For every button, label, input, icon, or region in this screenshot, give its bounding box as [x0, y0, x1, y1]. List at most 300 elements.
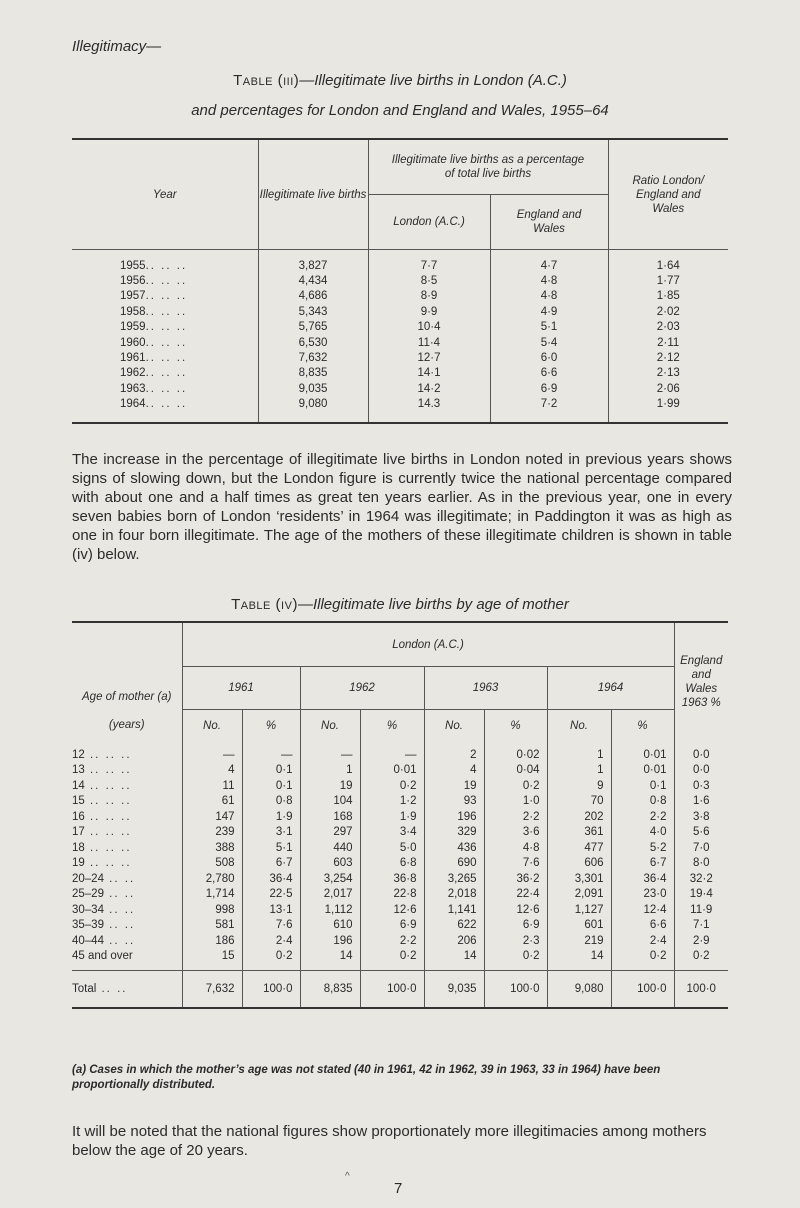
- table-row: [72, 381, 728, 396]
- ratio-cell: 2·11: [608, 335, 728, 350]
- age-value: 20–24: [72, 872, 104, 885]
- table-row: [72, 902, 728, 918]
- age-value: 16: [72, 810, 85, 823]
- year-cell: [72, 289, 258, 304]
- pct-1961: 6·7: [242, 856, 300, 872]
- table-row: [72, 840, 728, 856]
- pct-1964: 6·6: [611, 918, 674, 934]
- year-value: 1960: [120, 336, 146, 349]
- no-1963: 196: [424, 809, 484, 825]
- year-cell: [72, 350, 258, 365]
- ratio-cell: 1·77: [608, 273, 728, 288]
- no-1964: 477: [547, 840, 611, 856]
- pct-1961: 22·5: [242, 887, 300, 903]
- age-cell: [72, 825, 182, 841]
- births-cell: 5,343: [258, 304, 368, 319]
- table-row: [72, 856, 728, 872]
- london-pct-cell: 12·7: [368, 350, 490, 365]
- england-pct-cell: 7·2: [490, 397, 608, 423]
- leader-dots: .. .. ..: [145, 367, 188, 380]
- leader-dots: .. .. ..: [84, 826, 132, 839]
- ratio-cell: 2·12: [608, 350, 728, 365]
- table-row: [72, 949, 728, 971]
- no-1963: 3,265: [424, 871, 484, 887]
- caret-mark: ^: [345, 1171, 350, 1182]
- table-row: [72, 350, 728, 365]
- england-pct-1963: 7·1: [674, 918, 728, 934]
- no-1962: 610: [300, 918, 360, 934]
- header-london: London (A.C.): [368, 195, 490, 250]
- no-1961: 4: [182, 763, 242, 779]
- pct-1962: 100·0: [360, 971, 424, 1009]
- no-1964: 219: [547, 933, 611, 949]
- age-value: 12: [72, 748, 85, 761]
- no-1964: 1: [547, 763, 611, 779]
- pct-1964: 23·0: [611, 887, 674, 903]
- no-1962: 2,017: [300, 887, 360, 903]
- age-value: 17: [72, 826, 85, 839]
- no-1961: 239: [182, 825, 242, 841]
- london-pct-cell: 7·7: [368, 250, 490, 274]
- year-cell: [72, 381, 258, 396]
- no-1962: 3,254: [300, 871, 360, 887]
- england-pct-cell: 5·1: [490, 320, 608, 335]
- ratio-cell: 2·02: [608, 304, 728, 319]
- table-row: [72, 320, 728, 335]
- pct-1964: 6·7: [611, 856, 674, 872]
- england-pct-1963: 0·0: [674, 741, 728, 763]
- pct-1964: 2·4: [611, 933, 674, 949]
- no-1963: 329: [424, 825, 484, 841]
- pct-1962: 12·6: [360, 902, 424, 918]
- pct-1962: 1·9: [360, 809, 424, 825]
- year-cell: [72, 304, 258, 319]
- pct-1962: 22·8: [360, 887, 424, 903]
- pct-1963: 2·3: [484, 933, 547, 949]
- no-1962: 14: [300, 949, 360, 971]
- pct-1961: 5·1: [242, 840, 300, 856]
- table-iii-subtitle: and percentages for London and England and Wales, 1955–64: [191, 102, 609, 119]
- table-row: [72, 971, 728, 1009]
- england-pct-1963: 100·0: [674, 971, 728, 1009]
- table-row: [72, 825, 728, 841]
- no-1961: 15: [182, 949, 242, 971]
- leader-dots: .. .. ..: [145, 290, 188, 303]
- year-value: 1956: [120, 275, 146, 288]
- pct-1963: 0·2: [484, 778, 547, 794]
- pct-1963: 22·4: [484, 887, 547, 903]
- england-pct-1963: 19·4: [674, 887, 728, 903]
- header-age-of-mother: Age of mother (a): [82, 690, 172, 703]
- england-pct-cell: 6·9: [490, 381, 608, 396]
- no-1961: 186: [182, 933, 242, 949]
- pct-1963: 0·2: [484, 949, 547, 971]
- no-1964: 202: [547, 809, 611, 825]
- header-1963: 1963: [424, 667, 547, 710]
- no-1962: 603: [300, 856, 360, 872]
- births-cell: 7,632: [258, 350, 368, 365]
- pct-1963: 12·6: [484, 902, 547, 918]
- header-england-wales: England and Wales: [490, 195, 608, 250]
- table-row: [72, 366, 728, 381]
- age-cell: [72, 840, 182, 856]
- table-row: [72, 304, 728, 319]
- no-1962: 8,835: [300, 971, 360, 1009]
- pct-1963: 1·0: [484, 794, 547, 810]
- no-1964: 606: [547, 856, 611, 872]
- london-pct-cell: 8·9: [368, 289, 490, 304]
- leader-dots: .. ..: [103, 888, 136, 901]
- pct-1961: 3·1: [242, 825, 300, 841]
- england-pct-1963: 1·6: [674, 794, 728, 810]
- table-iii-title: —Illegitimate live births in London (A.C.): [299, 72, 567, 89]
- no-1962: 19: [300, 778, 360, 794]
- age-cell: [72, 949, 182, 971]
- header-pct: %: [611, 710, 674, 742]
- no-1964: 1: [547, 741, 611, 763]
- age-value: 18: [72, 841, 85, 854]
- table-row: [72, 933, 728, 949]
- pct-1961: 36·4: [242, 871, 300, 887]
- year-cell: [72, 335, 258, 350]
- pct-1964: 4·0: [611, 825, 674, 841]
- pct-1961: 0·2: [242, 949, 300, 971]
- pct-1961: 0·1: [242, 778, 300, 794]
- no-1962: 440: [300, 840, 360, 856]
- england-pct-1963: 5·6: [674, 825, 728, 841]
- england-pct-cell: 4·7: [490, 250, 608, 274]
- pct-1964: 5·2: [611, 840, 674, 856]
- age-cell: [72, 741, 182, 763]
- header-1962: 1962: [300, 667, 424, 710]
- no-1963: 690: [424, 856, 484, 872]
- leader-dots: .. .. ..: [84, 857, 132, 870]
- pct-1962: 0·2: [360, 949, 424, 971]
- year-value: 1958: [120, 305, 146, 318]
- pct-1963: 3·6: [484, 825, 547, 841]
- table-row: [72, 778, 728, 794]
- pct-1964: 12·4: [611, 902, 674, 918]
- year-cell: [72, 366, 258, 381]
- age-cell: [72, 887, 182, 903]
- births-cell: 9,035: [258, 381, 368, 396]
- no-1964: 361: [547, 825, 611, 841]
- leader-dots: .. .. ..: [84, 779, 132, 792]
- london-pct-cell: 8·5: [368, 273, 490, 288]
- header-percentage-group: Illegitimate live births as a percentage of total live births: [368, 140, 608, 195]
- births-cell: 6,530: [258, 335, 368, 350]
- no-1961: 147: [182, 809, 242, 825]
- births-cell: 9,080: [258, 397, 368, 423]
- leader-dots: .. ..: [103, 903, 136, 916]
- age-value: 45 and over: [72, 950, 133, 963]
- leader-dots: .. .. ..: [145, 321, 188, 334]
- london-pct-cell: 14.3: [368, 397, 490, 423]
- leader-dots: .. .. ..: [84, 841, 132, 854]
- no-1963: 622: [424, 918, 484, 934]
- no-1963: 2: [424, 741, 484, 763]
- table-iv: [72, 621, 728, 1009]
- pct-1963: 0·02: [484, 741, 547, 763]
- pct-1962: 6·8: [360, 856, 424, 872]
- header-no: No.: [300, 710, 360, 742]
- header-ratio: Ratio London/ England and Wales: [608, 140, 728, 250]
- year-value: 1959: [120, 321, 146, 334]
- births-cell: 5,765: [258, 320, 368, 335]
- england-pct-cell: 6·6: [490, 366, 608, 381]
- no-1962: 196: [300, 933, 360, 949]
- table-row: [72, 250, 728, 274]
- age-value: 13: [72, 764, 85, 777]
- no-1963: 4: [424, 763, 484, 779]
- pct-1964: 100·0: [611, 971, 674, 1009]
- year-value: 1955: [120, 259, 146, 272]
- no-1963: 206: [424, 933, 484, 949]
- table-row: [72, 289, 728, 304]
- page-number: 7: [394, 1180, 403, 1197]
- no-1964: 601: [547, 918, 611, 934]
- header-pct: %: [242, 710, 300, 742]
- age-value: 25–29: [72, 888, 104, 901]
- header-pct: %: [360, 710, 424, 742]
- england-pct-cell: 6·0: [490, 350, 608, 365]
- age-value: Total: [72, 983, 97, 995]
- table-iii-label: Table (iii): [233, 72, 300, 89]
- table-row: [72, 397, 728, 423]
- header-1964: 1964: [547, 667, 674, 710]
- pct-1964: 0·01: [611, 763, 674, 779]
- age-value: 40–44: [72, 934, 104, 947]
- age-value: 19: [72, 857, 85, 870]
- ratio-cell: 1·99: [608, 397, 728, 423]
- year-cell: [72, 273, 258, 288]
- births-cell: 4,434: [258, 273, 368, 288]
- section-heading: Illegitimacy—: [72, 38, 162, 55]
- age-value: 35–39: [72, 919, 104, 932]
- no-1963: 1,141: [424, 902, 484, 918]
- no-1963: 2,018: [424, 887, 484, 903]
- header-years: (years): [108, 719, 145, 732]
- leader-dots: .. .. ..: [145, 259, 188, 272]
- england-pct-cell: 4·8: [490, 273, 608, 288]
- pct-1962: 1·2: [360, 794, 424, 810]
- ratio-cell: 2·06: [608, 381, 728, 396]
- header-england-wales-1963: England and Wales 1963 %: [674, 623, 728, 741]
- no-1962: —: [300, 741, 360, 763]
- header-no: No.: [547, 710, 611, 742]
- no-1964: 9,080: [547, 971, 611, 1009]
- age-cell: [72, 871, 182, 887]
- england-pct-1963: 0·0: [674, 763, 728, 779]
- ratio-cell: 1·64: [608, 250, 728, 274]
- pct-1963: 0·04: [484, 763, 547, 779]
- births-cell: 4,686: [258, 289, 368, 304]
- england-pct-1963: 0·2: [674, 949, 728, 971]
- pct-1963: 36·2: [484, 871, 547, 887]
- london-pct-cell: 10·4: [368, 320, 490, 335]
- no-1962: 104: [300, 794, 360, 810]
- header-london-ac: London (A.C.): [182, 623, 674, 667]
- header-no: No.: [182, 710, 242, 742]
- pct-1962: 0·2: [360, 778, 424, 794]
- no-1961: 61: [182, 794, 242, 810]
- london-pct-cell: 9·9: [368, 304, 490, 319]
- leader-dots: .. .. ..: [145, 382, 188, 395]
- pct-1962: 3·4: [360, 825, 424, 841]
- table-row: [72, 741, 728, 763]
- no-1964: 3,301: [547, 871, 611, 887]
- leader-dots: .. .. ..: [145, 275, 188, 288]
- pct-1964: 0·01: [611, 741, 674, 763]
- age-cell: [72, 933, 182, 949]
- header-illegitimate-births: Illegitimate live births: [258, 140, 368, 250]
- leader-dots: .. .. ..: [145, 305, 188, 318]
- header-year: Year: [72, 140, 258, 250]
- age-cell: [72, 778, 182, 794]
- pct-1963: 4·8: [484, 840, 547, 856]
- no-1962: 1: [300, 763, 360, 779]
- year-value: 1963: [120, 382, 146, 395]
- england-pct-1963: 3·8: [674, 809, 728, 825]
- no-1961: 388: [182, 840, 242, 856]
- pct-1961: 7·6: [242, 918, 300, 934]
- table-iii: [72, 138, 728, 424]
- year-cell: [72, 320, 258, 335]
- pct-1964: 2·2: [611, 809, 674, 825]
- england-pct-1963: 0·3: [674, 778, 728, 794]
- table-row: [72, 871, 728, 887]
- leader-dots: .. .. ..: [84, 748, 132, 761]
- no-1961: 1,714: [182, 887, 242, 903]
- england-pct-1963: 2·9: [674, 933, 728, 949]
- age-cell: [72, 794, 182, 810]
- no-1964: 9: [547, 778, 611, 794]
- ratio-cell: 2·03: [608, 320, 728, 335]
- no-1964: 14: [547, 949, 611, 971]
- age-value: 15: [72, 795, 85, 808]
- england-pct-cell: 4·8: [490, 289, 608, 304]
- leader-dots: .. ..: [103, 919, 136, 932]
- leader-dots: .. .. ..: [84, 810, 132, 823]
- no-1961: 7,632: [182, 971, 242, 1009]
- leader-dots: .. ..: [103, 934, 136, 947]
- age-cell: [72, 763, 182, 779]
- header-pct: %: [484, 710, 547, 742]
- ratio-cell: 2·13: [608, 366, 728, 381]
- no-1961: 11: [182, 778, 242, 794]
- table-iv-caption: [0, 596, 800, 613]
- table-iv-label: Table (iv): [231, 596, 298, 613]
- births-cell: 8,835: [258, 366, 368, 381]
- age-cell: [72, 856, 182, 872]
- no-1963: 19: [424, 778, 484, 794]
- table-row: [72, 809, 728, 825]
- year-value: 1962: [120, 367, 146, 380]
- pct-1964: 0·8: [611, 794, 674, 810]
- no-1963: 93: [424, 794, 484, 810]
- table-row: [72, 794, 728, 810]
- births-cell: 3,827: [258, 250, 368, 274]
- pct-1963: 100·0: [484, 971, 547, 1009]
- no-1962: 1,112: [300, 902, 360, 918]
- pct-1963: 7·6: [484, 856, 547, 872]
- age-cell: [72, 918, 182, 934]
- no-1963: 9,035: [424, 971, 484, 1009]
- year-value: 1961: [120, 352, 146, 365]
- pct-1961: 0·1: [242, 763, 300, 779]
- no-1961: —: [182, 741, 242, 763]
- pct-1961: —: [242, 741, 300, 763]
- leader-dots: .. .. ..: [84, 795, 132, 808]
- table-iv-title: —Illegitimate live births by age of mother: [297, 596, 569, 613]
- pct-1961: 2·4: [242, 933, 300, 949]
- no-1961: 508: [182, 856, 242, 872]
- header-1961: 1961: [182, 667, 300, 710]
- leader-dots: .. .. ..: [145, 398, 188, 411]
- no-1962: 168: [300, 809, 360, 825]
- table-iii-caption: [0, 72, 800, 89]
- table-row: [72, 887, 728, 903]
- age-value: 30–34: [72, 903, 104, 916]
- no-1962: 297: [300, 825, 360, 841]
- no-1961: 998: [182, 902, 242, 918]
- table-row: [72, 918, 728, 934]
- no-1963: 14: [424, 949, 484, 971]
- leader-dots: .. .. ..: [84, 764, 132, 777]
- no-1963: 436: [424, 840, 484, 856]
- pct-1962: 36·8: [360, 871, 424, 887]
- no-1961: 581: [182, 918, 242, 934]
- pct-1961: 1·9: [242, 809, 300, 825]
- leader-dots: .. ..: [103, 872, 136, 885]
- england-pct-1963: 7·0: [674, 840, 728, 856]
- no-1964: 70: [547, 794, 611, 810]
- pct-1962: 5·0: [360, 840, 424, 856]
- year-value: 1964: [120, 398, 146, 411]
- pct-1963: 2·2: [484, 809, 547, 825]
- leader-dots: .. .. ..: [145, 352, 188, 365]
- age-cell: [72, 902, 182, 918]
- england-pct-1963: 32·2: [674, 871, 728, 887]
- england-pct-1963: 8·0: [674, 856, 728, 872]
- england-pct-cell: 4·9: [490, 304, 608, 319]
- age-cell: [72, 809, 182, 825]
- london-pct-cell: 11·4: [368, 335, 490, 350]
- age-value: 14: [72, 779, 85, 792]
- table-row: [72, 273, 728, 288]
- pct-1963: 6·9: [484, 918, 547, 934]
- leader-dots: .. .. ..: [145, 336, 188, 349]
- footnote: (a) Cases in which the mother’s age was not stated (40 in 1961, 42 in 1962, 39 in 1963, 33 in 1964) have been proportionally distributed.: [72, 1064, 661, 1091]
- ratio-cell: 1·85: [608, 289, 728, 304]
- pct-1961: 0·8: [242, 794, 300, 810]
- pct-1962: 6·9: [360, 918, 424, 934]
- no-1961: 2,780: [182, 871, 242, 887]
- pct-1964: 36·4: [611, 871, 674, 887]
- pct-1961: 100·0: [242, 971, 300, 1009]
- paragraph-1: The increase in the percentage of illegitimate live births in London noted in previous years shows signs of slowing down, but the London figure is currently twice the national percentage compared with about one and a half times as great ten years earlier. As in the previous year, one in every seven babies born of London ‘residents’ in 1964 was illegitimate; in Paddington it was as high as one in four born illegitimate. The age of the mothers of these illegitimate children is shown in table (iv) below.: [72, 451, 732, 563]
- year-cell: [72, 397, 258, 423]
- london-pct-cell: 14·1: [368, 366, 490, 381]
- pct-1964: 0·2: [611, 949, 674, 971]
- age-cell: [72, 971, 182, 1009]
- year-cell: [72, 250, 258, 274]
- table-row: [72, 335, 728, 350]
- header-no: No.: [424, 710, 484, 742]
- year-value: 1957: [120, 290, 146, 303]
- table-row: [72, 763, 728, 779]
- england-pct-1963: 11·9: [674, 902, 728, 918]
